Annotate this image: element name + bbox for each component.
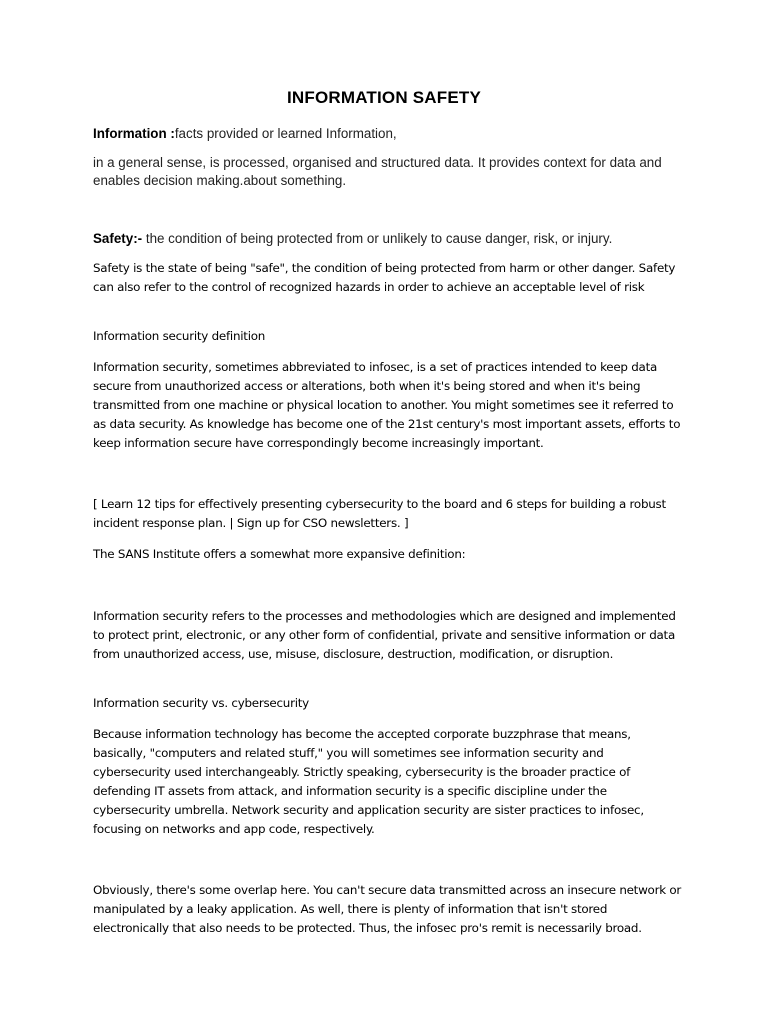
information-definition-line	[93, 125, 683, 143]
safety-paragraph: Safety is the state of being "safe", the condition of being protected from harm or other danger. Safety can also refer to the control of recognized hazards in order to achieve an acceptable level of risk	[93, 261, 676, 294]
sans-intro-paragraph: The SANS Institute offers a somewhat more expansive definition:	[93, 547, 466, 561]
definition-paragraph: Information security, sometimes abbreviated to infosec, is a set of practices intended to keep data secure from unauthorized access or alterations, both when it's being stored and when it's being transmitted from one machine or physical location to another. You might sometimes see it referred to as data security. As knowledge has become one of the 21st century's most important assets, efforts to keep information secure have correspondingly become increasingly important.	[93, 360, 681, 450]
information-label: Information :	[93, 126, 175, 141]
sans-definition-paragraph: Information security refers to the processes and methodologies which are designed and implemented to protect print, electronic, or any other form of confidential, private and sensitive information or data from unauthorized access, use, misuse, disclosure, destruction, modification, or disruption.	[93, 609, 676, 661]
safety-definition-line	[93, 230, 683, 248]
safety-label: Safety:-	[93, 231, 143, 246]
heading-information-security-definition: Information security definition	[93, 329, 266, 343]
information-text: facts provided or learned Information,	[174, 126, 397, 141]
overlap-paragraph: Obviously, there's some overlap here. You can't secure data transmitted across an insecure network or manipulated by a leaky application. As well, there is plenty of information that isn't stored electronically that also needs to be protected. Thus, the infosec pro's remit is necessarily broad.	[93, 883, 682, 935]
vs-paragraph: Because information technology has become the accepted corporate buzzphrase that means, basically, "computers and related stuff," you will sometimes see information security and cybersecurity used interchangeably. Strictly speaking, cybersecurity is the broader practice of defending IT assets from attack, and information security is a specific discipline under the cybersecurity umbrella. Network security and application security are sister practices to infosec, focusing on networks and app code, respectively.	[93, 727, 644, 836]
page-title: INFORMATION SAFETY	[286, 88, 482, 107]
heading-security-vs-cybersecurity: Information security vs. cybersecurity	[93, 696, 309, 710]
promo-paragraph: [ Learn 12 tips for effectively presenting cybersecurity to the board and 6 steps for building a robust incident response plan. | Sign up for CSO newsletters. ]	[93, 497, 666, 530]
information-paragraph: in a general sense, is processed, organised and structured data. It provides context for data and enables decision making.about something.	[93, 155, 662, 188]
safety-text: the condition of being protected from or unlikely to cause danger, risk, or injury.	[142, 231, 613, 246]
